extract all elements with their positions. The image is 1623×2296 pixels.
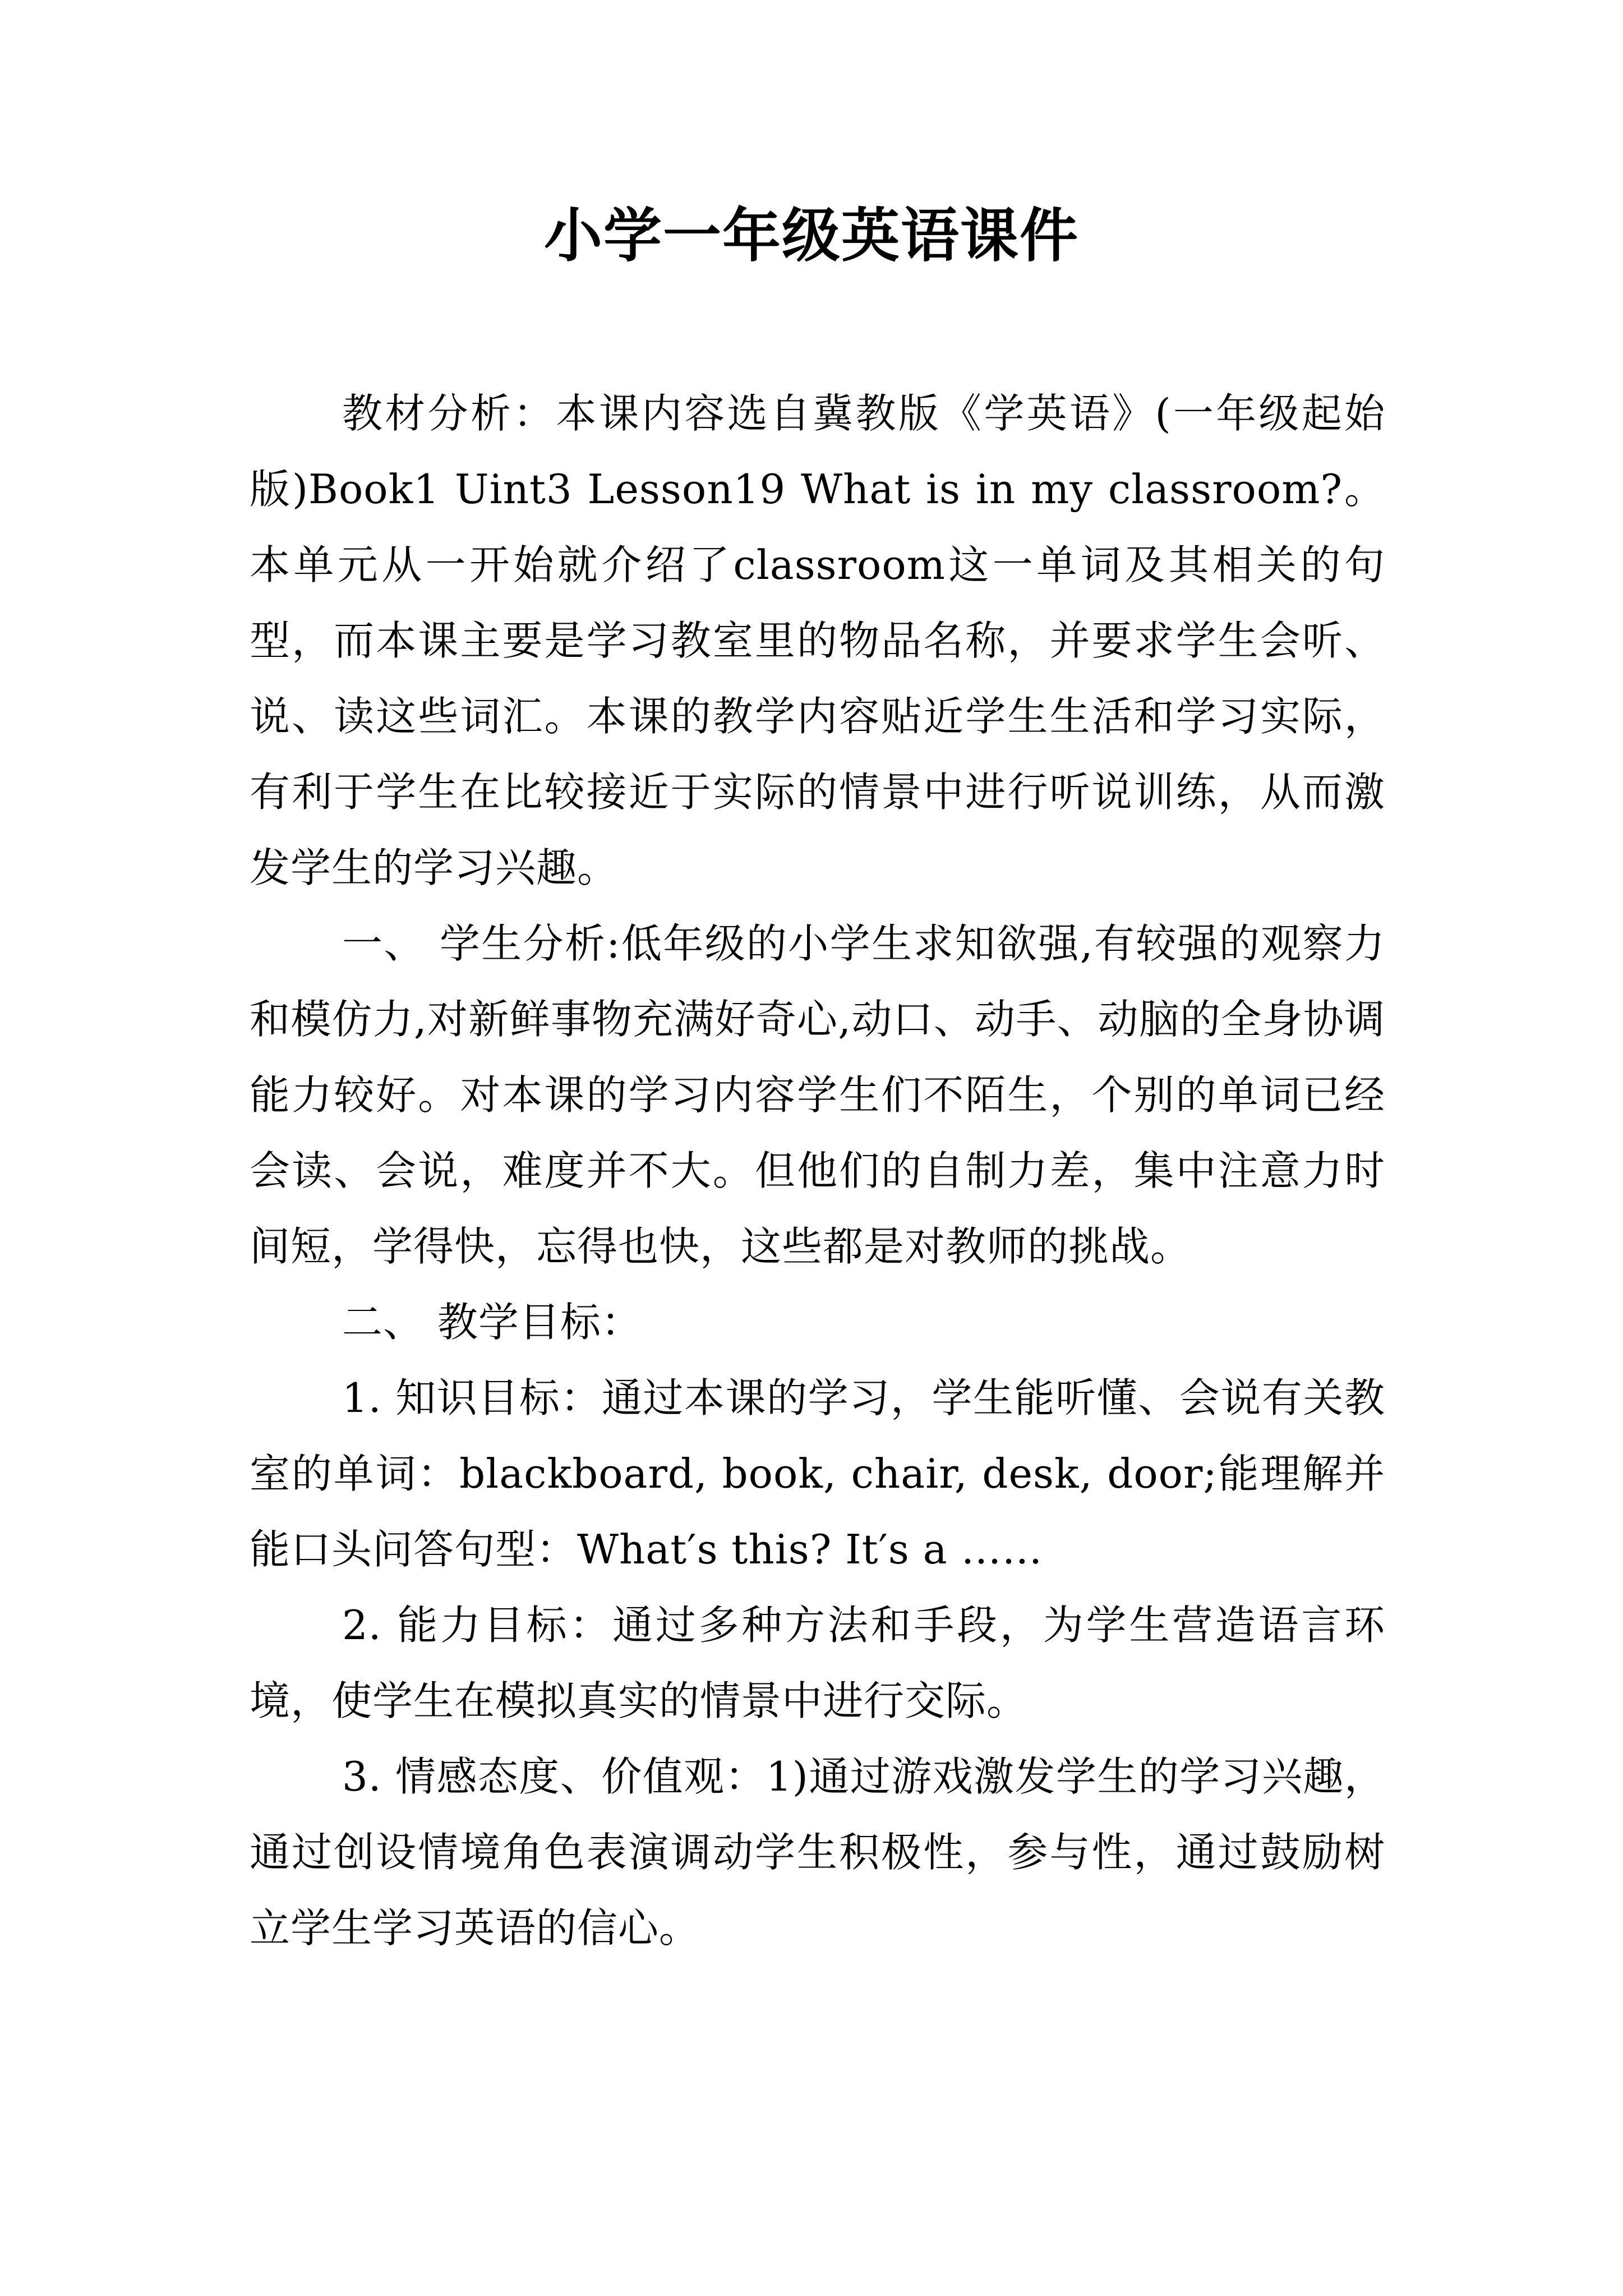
document-title: 小学一年级英语课件 — [543, 201, 1079, 270]
paragraph-teaching-goals-heading: 二、 教学目标： — [342, 1299, 642, 1346]
paragraph-ability-goal: 2. 能力目标：通过多种方法和手段，为学生营造语言环境，使学生在模拟真实的情景中进行交际。 — [250, 1602, 1385, 1724]
paragraph-knowledge-goal: 1. 知识目标：通过本课的学习，学生能听懂、会说有关教室的单词：blackboard, book, chair, desk, door;能理解并能口头问答句型：What′s this? It′s a …… — [250, 1374, 1385, 1573]
paragraph-student-analysis: 一、 学生分析:低年级的小学生求知欲强,有较强的观察力和模仿力,对新鲜事物充满好奇心,动口、动手、动脑的全身协调能力较好。对本课的学习内容学生们不陌生，个别的单词已经会读、会说，难度并不大。但他们的自制力差，集中注意力时间短，学得快，忘得也快，这些都是对教师的挑战。 — [250, 920, 1385, 1270]
paragraph-emotion-goal: 3. 情感态度、价值观：1)通过游戏激发学生的学习兴趣，通过创设情境角色表演调动学生积极性，参与性，通过鼓励树立学生学习英语的信心。 — [250, 1753, 1385, 1952]
paragraph-textbook-analysis: 教材分析：本课内容选自冀教版《学英语》(一年级起始版)Book1 Uint3 Lesson19 What is in my classroom?。本单元从一开始就介绍了classroom这一单词及其相关的句型，而本课主要是学习教室里的物品名称，并要求学生会听、说、读这些词汇。本课的教学内容贴近学生生活和学习实际，有利于学生在比较接近于实际的情景中进行听说训练，从而激发学生的学习兴趣。 — [250, 390, 1385, 891]
document-body — [250, 376, 1385, 1966]
